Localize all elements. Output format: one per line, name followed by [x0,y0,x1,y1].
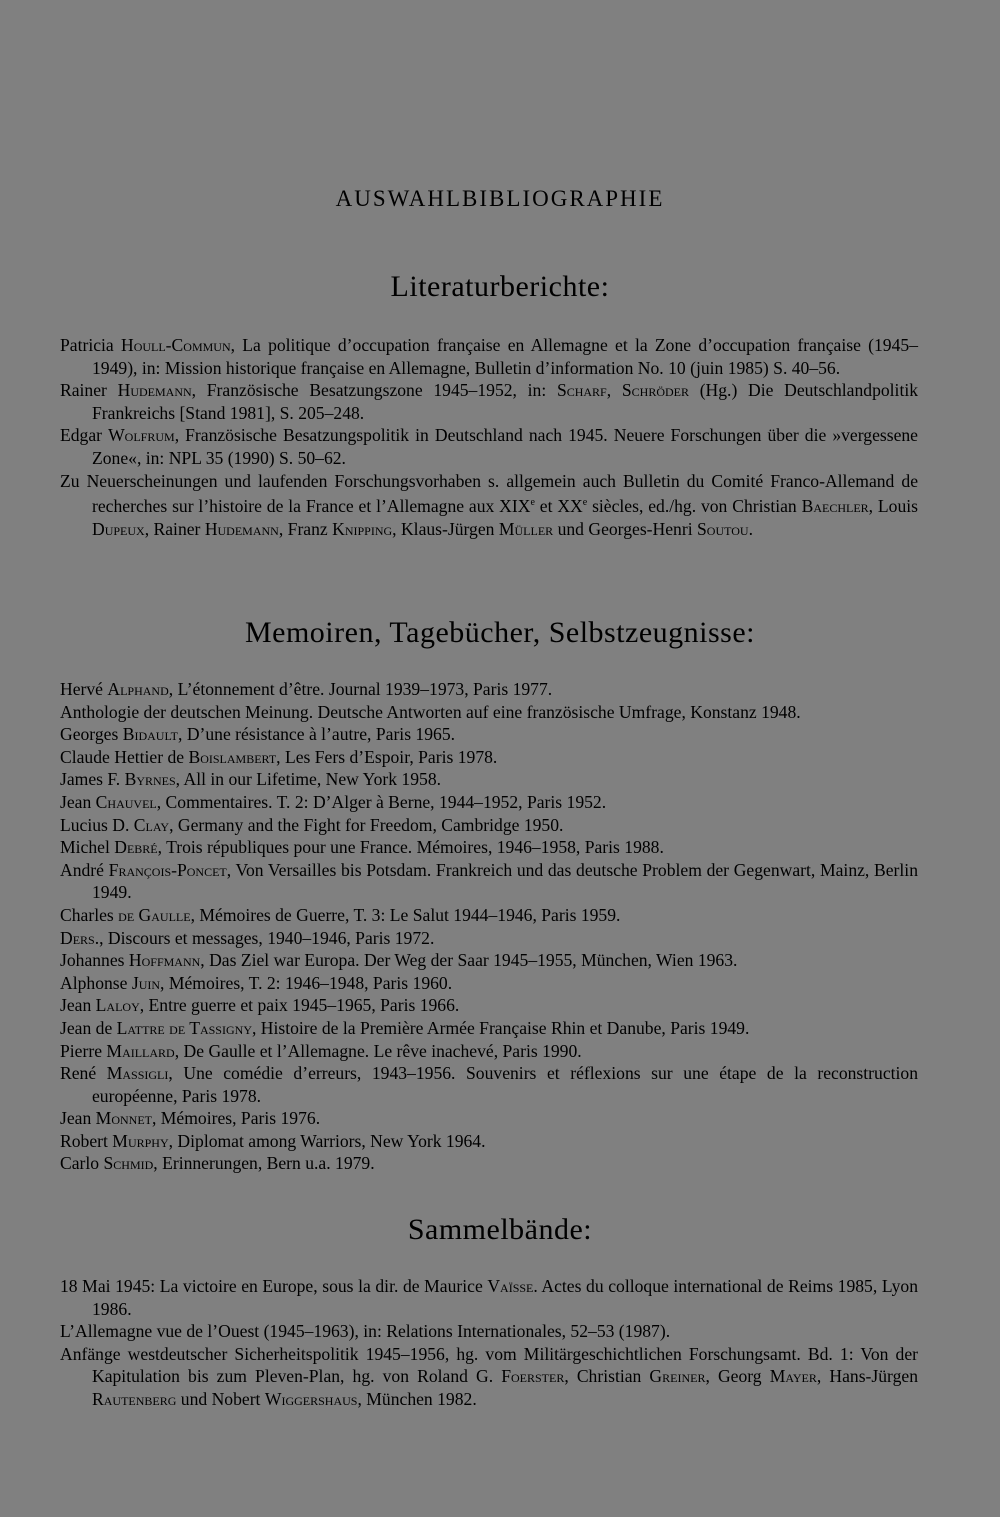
entry-text: , Mémoires, T. 2: 1946–1948, Paris 1960. [160,972,453,993]
entry-text: 18 Mai 1945: La victoire en Europe, sous la dir. de Maurice [60,1276,488,1296]
entry-text: , Das Ziel war Europa. Der Weg der Saar 1945–1955, München, Wien 1963. [200,950,738,971]
author-name: de Gaulle [118,904,191,925]
bibliography-entry [60,859,918,904]
author-name: Maillard [106,1040,175,1061]
bibliography-entry [60,994,918,1017]
entry-text: , Mémoires, Paris 1976. [151,1108,321,1129]
section-sammelbaende [60,1275,918,1411]
author-name: Debré [114,837,158,858]
entry-text: René [60,1063,107,1084]
author-name: Bidault [122,724,179,745]
entry-text: , Commentaires. T. 2: D’Alger à Berne, 1944–1952, Paris 1952. [156,791,607,812]
section-heading-sammelbaende: Sammelbände: [407,1213,593,1246]
author-name: Massigli [106,1063,169,1084]
entry-text: , La politique d’occupation française en Allemagne et la Zone d’occupation française (1945–1949), in: Mission historique française en Allemagne, Bulletin d’information No. 10 (juin 1985) S. 40–56. [92,335,918,378]
entry-text: , Les Fers d’Espoir, Paris 1978. [276,746,498,767]
bibliography-entry [60,791,918,814]
author-name: Ders [60,927,95,948]
entry-text: , Entre guerre et paix 1945–1965, Paris 1966. [139,995,460,1016]
section-heading-literaturberichte: Literaturberichte: [390,270,610,303]
author-name: Hudemann [117,380,192,401]
entry-text: Hervé [60,679,108,699]
entry-text: Carlo [60,1153,104,1174]
author-name: Hoffmann [128,950,201,971]
author-name: Murphy [112,1130,169,1151]
entry-text: , Germany and the Fight for Freedom, Cambridge 1950. [169,814,564,835]
bibliography-entry [60,949,918,972]
page-title: AUSWAHLBIBLIOGRAPHIE [335,186,665,211]
entry-text: , D’une résistance à l’autre, Paris 1965. [178,724,456,745]
entry-text: Zu Neuerscheinungen und laufenden Forschungsvorhaben s. allgemein auch Bulletin du Comité Franco-Allemand de recherches sur l’histoire de la France et l’Allemagne aux XIX [60,470,918,517]
section-literaturberichte [60,334,918,540]
entry-text: , Hans-Jürgen [816,1366,918,1387]
author-name: Mayer [769,1366,817,1387]
author-name: Baechler [801,496,869,517]
entry-text: , Französische Besatzungspolitik in Deutschland nach 1945. Neuere Forschungen über die »vergessene Zone«, in: NPL 35 (1990) S. 50–62. [92,425,918,468]
entry-text: , Von Versailles bis Potsdam. Frankreich und das deutsche Problem der Gegenwart, Mainz, Berlin 1949. [92,859,918,903]
entry-text: ., Discours et messages, 1940–1946, Paris 1972. [94,927,435,948]
superscript: e [582,497,588,509]
author-name: Monnet [95,1108,152,1129]
entry-text: und Georges-Henri [553,518,697,539]
bibliography-entry [60,379,918,424]
entry-text: , Louis [868,496,919,517]
author-name: Laloy [95,995,140,1016]
entry-text: Alphonse [60,972,132,993]
bibliography-entry [60,904,918,927]
entry-text: , Diplomat among Warriors, New York 1964. [168,1130,486,1151]
bibliography-entry [60,927,918,950]
author-name: Scharf [556,380,607,401]
entry-text: Robert [60,1130,113,1151]
author-name: Foerster [501,1366,565,1387]
bibliography-entry [60,701,918,724]
bibliography-entry [60,1017,918,1040]
entry-text: , München 1982. [357,1388,477,1409]
author-name: Lattre de Tassigny [116,1017,252,1038]
entry-text: siècles, ed./hg. von Christian [587,496,802,517]
entry-text: Patricia [60,335,121,355]
author-name: Vaïsse [487,1276,534,1296]
author-name: Boislambert [188,746,277,767]
bibliography-entry [60,1343,918,1411]
author-name: Soutou [697,518,749,539]
entry-text: , Rainer [144,518,205,539]
author-name: Greiner [649,1366,706,1387]
entry-text: , Französische Besatzungszone 1945–1952, in: [191,380,557,401]
author-name: Rautenberg [92,1388,177,1409]
author-name: Knipping [332,518,393,539]
section-memoiren [60,678,918,1175]
entry-text: Michel [60,837,115,858]
bibliography-entry [60,1107,918,1130]
section-heading-memoiren: Memoiren, Tagebücher, Selbstzeugnisse: [244,616,755,649]
entry-text: Claude Hettier de [60,746,189,767]
entry-text: Georges [60,724,123,745]
entry-text: Jean de [60,1017,117,1038]
entry-text: L’Allemagne vue de l’Ouest (1945–1963), in: Relations Internationales, 52–53 (1987). [60,1321,671,1342]
author-name: Wolfrum [108,425,175,446]
author-name: François-Poncet [108,859,227,880]
entry-text: André [60,859,109,880]
entry-text: , All in our Lifetime, New York 1958. [175,769,442,790]
entry-text: . Actes du colloque international de Reims 1985, Lyon 1986. [92,1276,918,1319]
entry-text: Rainer [60,380,118,401]
author-name: Chauvel [95,791,157,812]
superscript: e [530,497,535,509]
entry-text: Edgar [60,425,109,446]
bibliography-entry [60,424,918,469]
entry-text: , L’étonnement d’être. Journal 1939–1973, Paris 1977. [168,679,553,699]
bibliography-entry [60,1040,918,1063]
entry-text: Anthologie der deutschen Meinung. Deutsche Antworten auf eine französische Umfrage, Konstanz 1948. [60,701,801,722]
entry-text: , Une comédie d’erreurs, 1943–1956. Souvenirs et réflexions sur une étape de la reconstruction européenne, Paris 1978. [92,1063,918,1106]
author-name: Clay [133,814,170,835]
bibliography-entry [60,1152,918,1175]
author-name: Müller [498,518,554,539]
entry-text: Jean [60,995,96,1016]
entry-text: , De Gaulle et l’Allemagne. Le rêve inachevé, Paris 1990. [174,1040,582,1061]
author-name: Schmid [103,1153,154,1174]
entry-text: . [748,518,753,539]
entry-text: , Klaus-Jürgen [392,518,499,539]
author-name: Wiggershaus [264,1388,358,1409]
entry-text: , Histoire de la Première Armée Française Rhin et Danube, Paris 1949. [251,1017,750,1038]
bibliography-entry [60,836,918,859]
entry-text: , Christian [564,1366,650,1387]
bibliography-entry [60,723,918,746]
entry-text: , Trois républiques pour une France. Mémoires, 1946–1958, Paris 1988. [157,837,664,858]
bibliography-entry [60,334,918,379]
bibliography-entry [60,972,918,995]
entry-text: et XX [534,496,583,517]
author-name: Byrnes [124,769,176,790]
entry-text: Charles [60,904,119,925]
entry-text: James F. [60,769,125,790]
bibliography-entry [60,1320,918,1343]
entry-text: Jean [60,1108,96,1129]
entry-text: , Erinnerungen, Bern u.a. 1979. [153,1153,375,1174]
entry-text: (Hg.) Die Deutschlandpolitik Frankreichs [Stand 1981], S. 205–248. [92,380,919,423]
bibliography-entry [60,768,918,791]
bibliography-entry [60,814,918,837]
author-name: Alphand [107,679,169,699]
bibliography-entry [60,746,918,769]
entry-text: , [606,380,622,401]
author-name: Schröder [621,380,689,401]
bibliography-entry [60,1275,918,1320]
entry-text: und Nobert [176,1388,265,1409]
author-name: Houll-Commun [120,335,231,355]
bibliography-entry [60,470,918,541]
author-name: Hudemann [204,518,279,539]
entry-text: Pierre [60,1040,107,1061]
entry-text: , Mémoires de Guerre, T. 3: Le Salut 1944–1946, Paris 1959. [190,904,621,925]
bibliography-entry [60,1062,918,1107]
entry-text: , Georg [705,1366,770,1387]
entry-text: , Franz [278,518,333,539]
entry-text: Johannes [60,950,129,971]
entry-text: Lucius D. [60,814,134,835]
bibliography-entry [60,1130,918,1153]
entry-text: Anfänge westdeutscher Sicherheitspolitik 1945–1956, hg. vom Militärgeschichtlichen Forschungsamt. Bd. 1: Von der Kapitulation bis zum Pleven-Plan, hg. von Roland G. [60,1343,918,1387]
author-name: Juin [131,972,161,993]
bibliography-entry [60,678,918,701]
entry-text: Jean [60,791,96,812]
author-name: Dupeux [92,518,145,539]
